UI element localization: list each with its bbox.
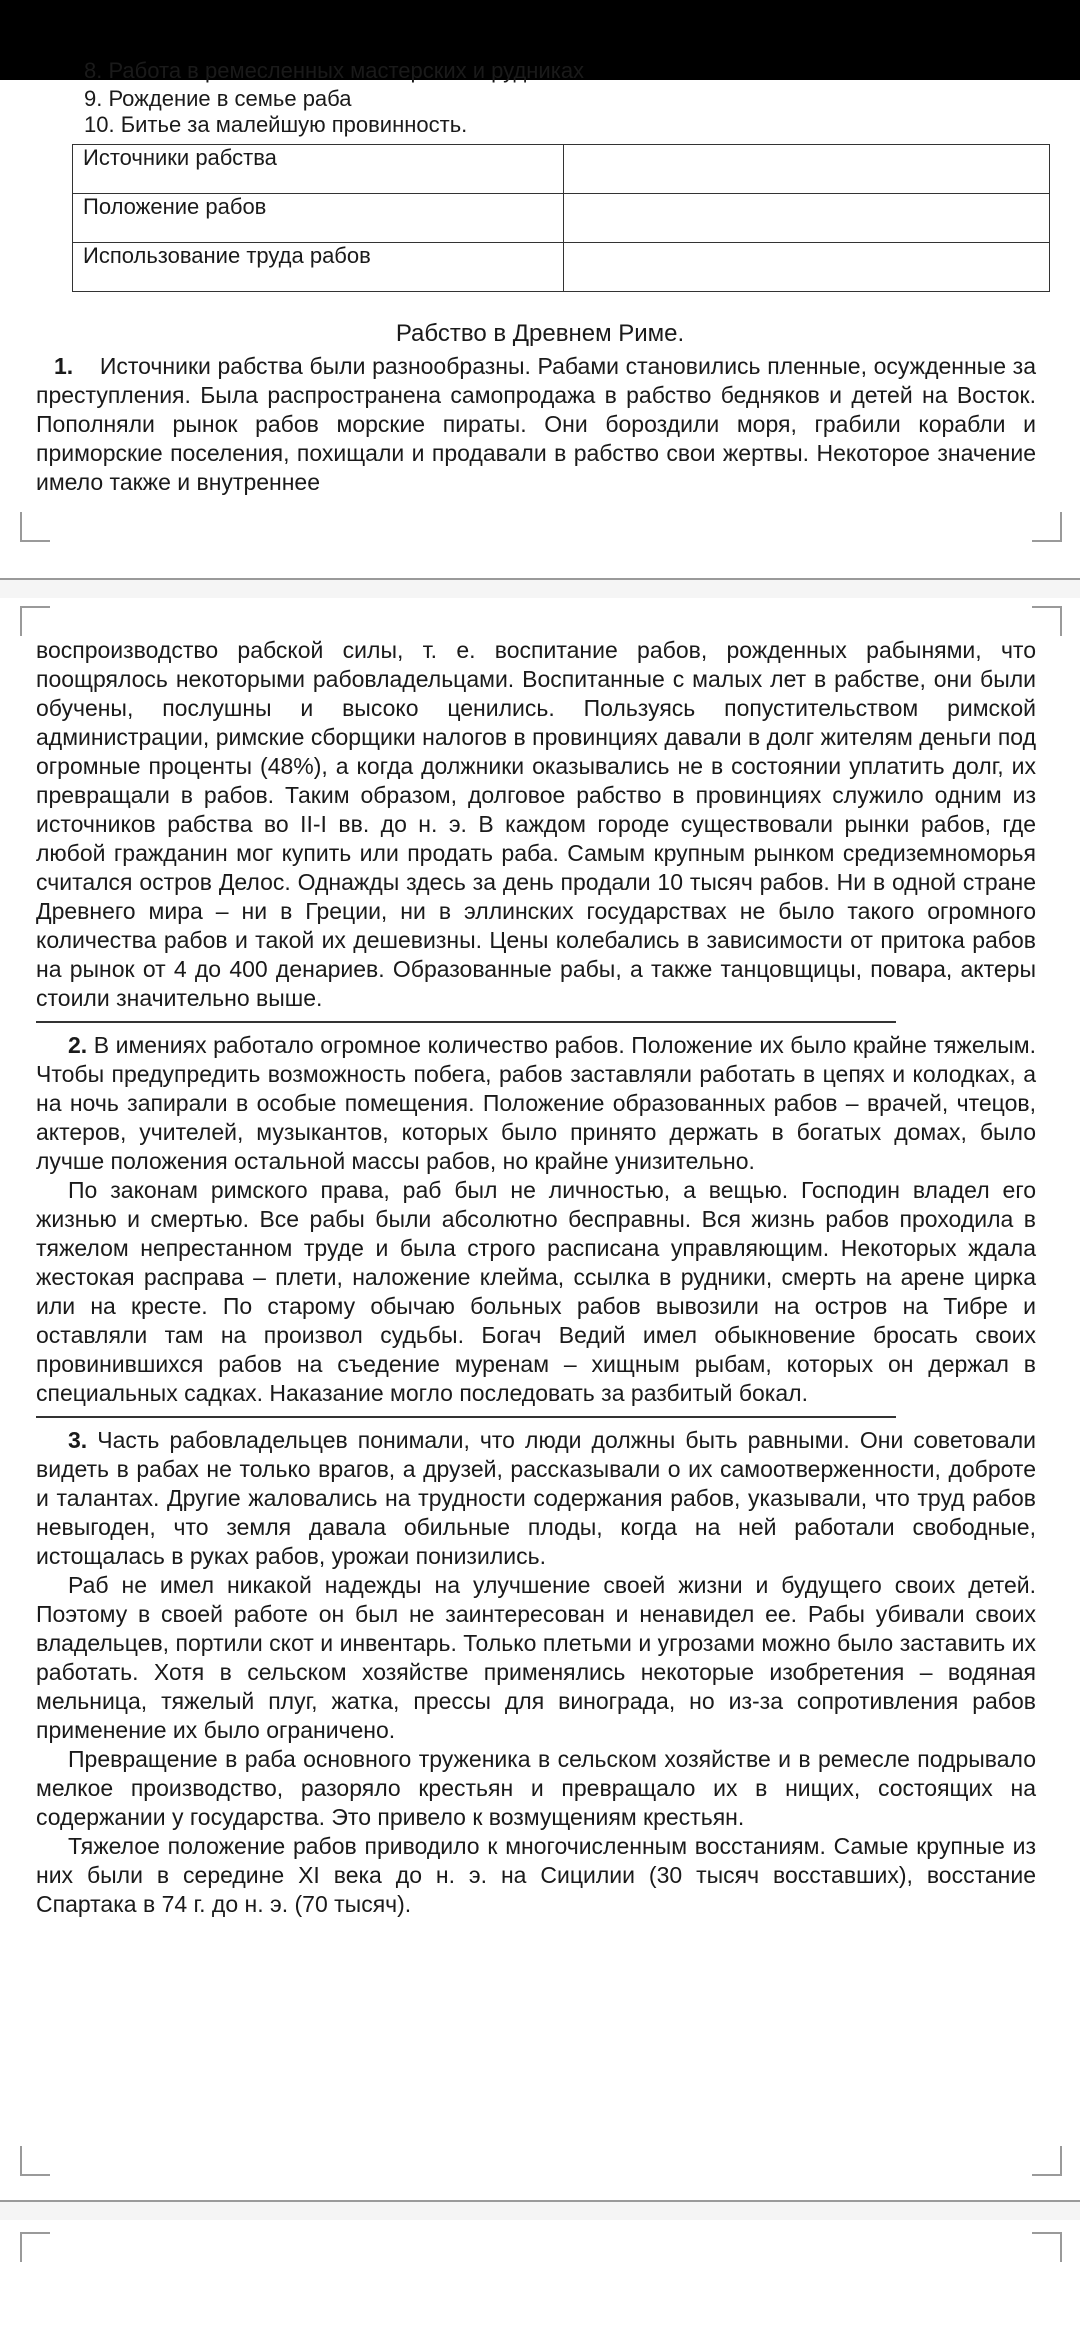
page-corner-mark [1032, 606, 1062, 636]
divider [36, 1416, 896, 1418]
page-corner-mark [20, 512, 50, 542]
page-corner-mark [20, 2232, 50, 2262]
list-item: 10. Битье за малейшую провинность. [84, 112, 468, 137]
section-number: 2. [68, 1032, 88, 1058]
page-separator [0, 578, 1080, 600]
page-separator [0, 2200, 1080, 2222]
paragraph-section-2 [36, 1031, 1036, 1176]
page-corner-mark [1032, 2232, 1062, 2262]
paragraph-text: По законам римского права, раб был не личностью, а вещью. Господин владел его жизнью и смертью. Все рабы были абсолютно бесправны. Вся жизнь рабов проходила в тяжелом непрестанном труде и была строго расписана управляющим. Некоторых ждала жестокая расправа – плети, наложение клейма, ссылка в рудники, смерть на арене цирка или на кресте. По старому обычаю больных рабов вывозили на остров на Тибре и оставляли там на произвол судьбы. Богач Ведий имел обыкновение бросать своих провинившихся рабов на съедение муренам – хищным рыбам, которых он держал в специальных садках. Наказание могло последовать за разбитый бокал. [36, 1177, 1036, 1406]
page-corner-mark [20, 606, 50, 636]
table-row [73, 194, 1050, 243]
list-item: 8. Работа в ремесленных мастерских и рудниках [84, 58, 585, 83]
page-corner-mark [20, 2146, 50, 2176]
table-cell: Использование труда рабов [73, 243, 564, 292]
table-row [73, 243, 1050, 292]
document-body [36, 636, 1036, 1919]
paragraph-text: Часть рабовладельцев понимали, что люди должны быть равными. Они советовали видеть в рабах не только врагов, а друзей, рассказывали о их самоотверженности, доброте и талантах. Другие жаловались на трудности содержания рабов, указывали, что труд рабов невыгоден, что земля давала обильные плоды, когда на ней работали свободные, истощалась в руках рабов, урожаи понизились. [36, 1427, 1036, 1569]
document-page-2 [0, 598, 1080, 2198]
section-number: 3. [68, 1427, 88, 1453]
table-cell: Источники рабства [73, 145, 564, 194]
section-number: 1. [54, 353, 74, 379]
paragraph-section-3 [36, 1426, 1036, 1571]
paragraph-section-1 [36, 352, 1036, 497]
paragraph-text: воспроизводство рабской силы, т. е. воспитание рабов, рожденных рабынями, что поощрялось некоторыми рабовладельцами. Воспитанные с малых лет в рабстве, они были обучены, послушны и высоко ценились. Пользуясь попустительством римской администрации, римские сборщики налогов в провинциях давали в долг жителям деньги под огромные проценты (48%), а когда должники оказывались не в состоянии уплатить долг, их превращали в рабов. Таким образом, долговое рабство в провинциях служило одним из источников рабства во II-I вв. до н. э. В каждом городе существовали рынки рабов, где любой гражданин мог купить или продать раба. Самым крупным рынком средиземноморья считался остров Делос. Однажды здесь за день продали 10 тысяч рабов. Ни в одной стране Древнего мира – ни в Греции, ни в эллинских государствах не было такого огромного количества рабов и такой их дешевизны. Цены колебались в зависимости от притока рабов на рынок от 4 до 400 денариев. Образованные рабы, а также танцовщицы, повара, актеры стоили значительно выше. [36, 637, 1036, 1011]
slavery-table [72, 144, 1050, 292]
document-page-3 [0, 2220, 1080, 2340]
document-page-1 [0, 58, 1080, 578]
table-cell-empty [564, 243, 1050, 292]
paragraph-text: Тяжелое положение рабов приводило к многочисленным восстаниям. Самые крупные из них были в середине XI века до н. э. на Сицилии (30 тысяч восставших), восстание Спартака в 74 г. до н. э. (70 тысяч). [36, 1833, 1036, 1917]
table-cell: Положение рабов [73, 194, 564, 243]
table-cell-empty [564, 145, 1050, 194]
table-cell-empty [564, 194, 1050, 243]
paragraph-text: Источники рабства были разнообразны. Рабами становились пленные, осужденные за преступления. Была распространена самопродажа в рабство бедняков и детей на Восток. Пополняли рынок рабов морские пираты. Они бороздили моря, грабили корабли и приморские поселения, похищали и продавали в рабство свои жертвы. Некоторое значение имело также и внутреннее [36, 353, 1036, 495]
numbered-list [84, 58, 585, 138]
page-corner-mark [1032, 512, 1062, 542]
section-heading: Рабство в Древнем Риме. [395, 320, 685, 347]
page-corner-mark [1032, 2146, 1062, 2176]
paragraph-text: Раб не имел никакой надежды на улучшение своей жизни и будущего своих детей. Поэтому в своей работе он был не заинтересован и ненавидел ее. Рабы убивали своих владельцев, портили скот и инвентарь. Только плетьми и угрозами можно было заставить их работать. Хотя в сельском хозяйстве применялись некоторые изобретения – водяная мельница, тяжелый плуг, жатка, прессы для винограда, но из-за сопротивления рабов применение их было ограничено. [36, 1572, 1036, 1743]
paragraph-text: Превращение в раба основного труженика в сельском хозяйстве и в ремесле подрывало мелкое производство, разоряло крестьян и превращало их в нищих, состоящих на содержании у государства. Это привело к возмущениям крестьян. [36, 1746, 1036, 1830]
table-row [73, 145, 1050, 194]
list-item: 9. Рождение в семье раба [84, 86, 352, 111]
paragraph-text: В имениях работало огромное количество рабов. Положение их было крайне тяжелым. Чтобы предупредить возможность побега, рабов заставляли работать в цепях и колодках, а на ночь запирали в особые помещения. Положение образованных рабов – врачей, чтецов, актеров, учителей, музыкантов, которых было принято держать в богатых домах, было лучше положения остальной массы рабов, но крайне унизительно. [36, 1032, 1037, 1174]
divider [36, 1021, 896, 1023]
